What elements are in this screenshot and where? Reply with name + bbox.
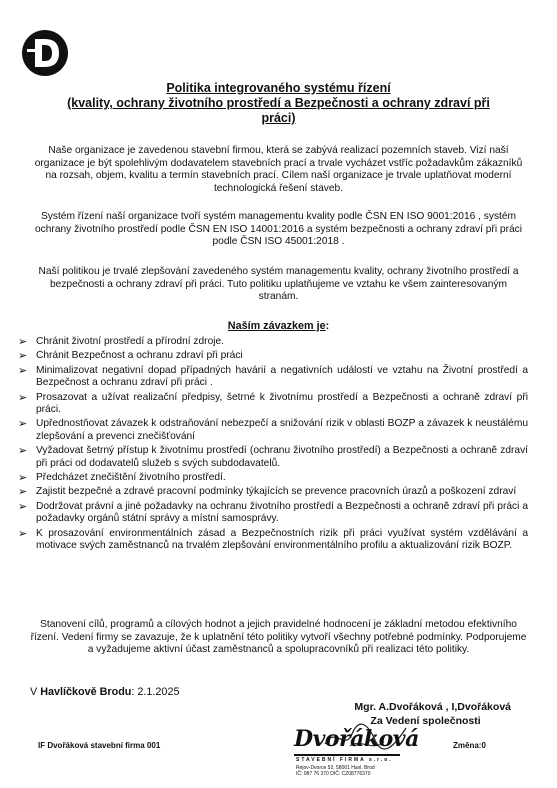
commitments-list: [18, 336, 528, 555]
arrow-bullet-icon: ➢: [18, 364, 28, 377]
stamp-subtitle: STAVEBNÍ FIRMA s.r.o.: [296, 757, 393, 763]
arrow-bullet-icon: ➢: [18, 391, 28, 404]
list-item-text: Zajistit bezpečné a zdravé pracovní podmínky týkajících se prevence pracovních úrazů a poškození zdraví: [36, 486, 517, 498]
commitment-heading: [30, 320, 527, 333]
arrow-bullet-icon: ➢: [18, 350, 28, 363]
arrow-bullet-icon: ➢: [18, 500, 28, 513]
company-logo-icon: [21, 29, 69, 77]
arrow-bullet-icon: ➢: [18, 336, 28, 348]
list-item: [18, 336, 528, 348]
list-item-text: Prosazovat a užívat realizační předpisy, šetrné k životnímu prostředí a Bezpečnosti a ochraně zdraví při práci.: [36, 391, 528, 416]
revision-number: Změna:0: [453, 741, 486, 750]
list-item-text: Upřednostňovat závazek k odstraňování nebezpečí a snižování rizik v oblasti BOZP a závazek k neustálému zlepšování a prevenci znečišťování: [36, 418, 528, 442]
list-item: [18, 528, 528, 553]
signer-names: Mgr. A.Dvořáková , I,Dvořáková: [354, 701, 511, 713]
intro-paragraph: Naše organizace je zavedenou stavební firmou, která se zabývá realizací pozemních staveb. Vizí naší organizace je být spolehlivým dodavatelem stavebních prací a trvale vycházet vstříc požadavkům zákazníků na rozsah, objem, kvalitu a termín stavebních prací. Cílem naší organizace je trvale uplatňovat moderní technologická řešení staveb.: [34, 145, 523, 194]
arrow-bullet-icon: ➢: [18, 527, 28, 540]
list-item-text: Předcházet znečištění životního prostředí.: [36, 472, 226, 484]
commitment-heading-text: Naším závazkem je: [227, 320, 326, 332]
arrow-bullet-icon: ➢: [18, 472, 28, 485]
place-name: Havlíčkově Brodu: [40, 686, 132, 698]
list-item: [18, 486, 528, 498]
list-item-text: Vyžadovat šetrný přístup k životnímu prostředí (ochranu životního prostředí) a Bezpečnosti a ochraně zdraví při práci od dodavatelů služeb s svých subdodavatelů.: [36, 445, 528, 469]
stamp-address: [296, 765, 375, 777]
title-line-2: (kvality, ochrany životního prostředí a Bezpečnosti a ochrany zdraví při: [67, 96, 490, 110]
document-title: [30, 81, 527, 126]
stamp-address-line: Rejov-Dvorce 52, 58001 Havl. Brod: [296, 765, 375, 771]
list-item: [18, 472, 528, 484]
place-prefix: V: [30, 686, 41, 698]
list-item: [18, 445, 528, 470]
closing-paragraph: Stanovení cílů, programů a cílových hodnot a jejich pravidelné hodnocení je základní metodou efektivního řízení. Vedení firmy se zavazuje, že k uplatnění této politiky vytvoří všechny potřebné podmínky. Podporujeme a vyžadujeme aktivní účast zaměstnanců a spolupracovníků při realizaci této politiky.: [30, 619, 527, 656]
place-date: [30, 686, 179, 699]
stamp-company-name: Dvořáková: [294, 726, 419, 752]
arrow-bullet-icon: ➢: [18, 445, 28, 458]
list-item-text: Chránit životní prostředí a přírodní zdroje.: [36, 336, 224, 347]
date: : 2.1.2025: [131, 686, 180, 698]
title-line-1: Politika integrovaného systému řízení: [166, 81, 391, 95]
policy-paragraph: Naší politikou je trvalé zlepšování zavedeného systém managementu kvality, ochrany životního prostředí a bezpečnosti a ochrany zdraví při práci. Tuto politiku uplatňujeme ve vztahu ke všem zainteresovaným stranám.: [38, 266, 519, 303]
arrow-bullet-icon: ➢: [18, 486, 28, 499]
list-item: [18, 365, 528, 390]
list-item: [18, 501, 528, 526]
list-item: [18, 418, 528, 443]
list-item-text: Dodržovat právní a jiné požadavky na ochranu životního prostředí a Bezpečnosti a ochraně zdraví při práci a požadavky orgánů státní správy a místní samosprávy.: [36, 500, 528, 525]
title-line-3: práci): [261, 111, 296, 125]
list-item-text: Chránit Bezpečnost a ochranu zdraví při práci: [36, 350, 243, 362]
list-item: [18, 392, 528, 417]
document-id: IF Dvořáková stavební firma 001: [38, 741, 161, 750]
commitment-heading-colon: :: [325, 320, 330, 332]
arrow-bullet-icon: ➢: [18, 418, 28, 431]
stamp-divider: [294, 754, 400, 756]
systems-paragraph: Systém řízení naší organizace tvoří systém managementu kvality podle ČSN EN ISO 9001:2016 , systém ochrany životního prostředí podle ČSN EN ISO 14001:2016 a systém bezpečnosti a ochrany zdraví při práci podle ČSN ISO 45001:2018 .: [35, 211, 522, 248]
stamp-ids-line: IČ: 087 76 370 DIČ: CZ08776370: [296, 771, 371, 777]
list-item-text: K prosazování environmentálních zásad a Bezpečnostních rizik při práci využívat systém vzdělávání a motivace svých zaměstnanců na trvalém zlepšování environmentálního profilu a aktualizování rizik BOZP.: [36, 527, 528, 552]
signer-role: Za Vedení společnosti: [370, 715, 481, 727]
list-item-text: Minimalizovat negativní dopad případných havárií a negativních událostí ve vztahu na Životní prostředí a Bezpečnost a ochranu zdraví při práci .: [36, 364, 528, 389]
list-item: [18, 350, 528, 362]
company-stamp: [282, 724, 419, 782]
